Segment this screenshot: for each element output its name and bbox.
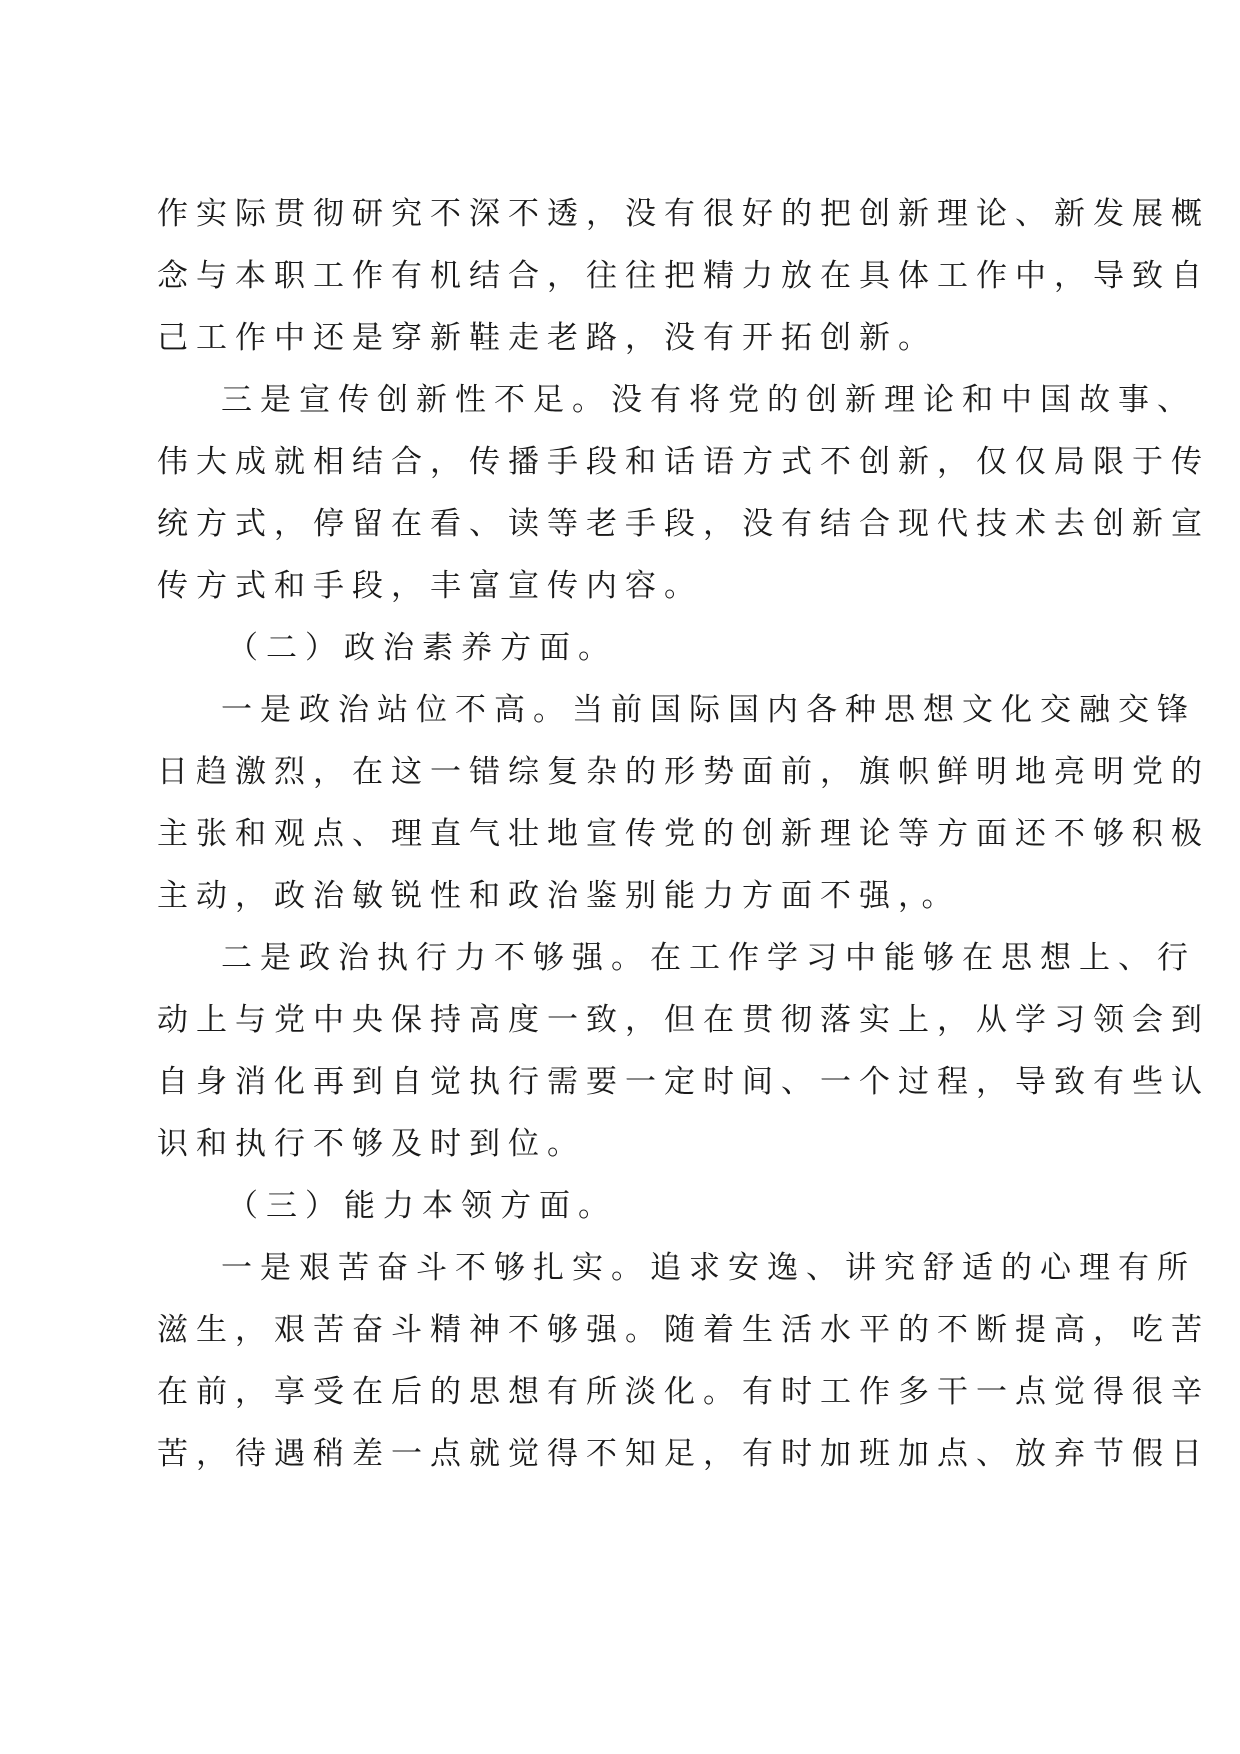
- paragraph-line: 念与本职工作有机结合，往往把精力放在具体工作中，导致自: [157, 258, 1210, 294]
- document-body: [157, 183, 1210, 1485]
- paragraph-line: 日趋激烈，在这一错综复杂的形势面前，旗帜鲜明地亮明党的: [157, 754, 1210, 790]
- paragraph-line: 苦，待遇稍差一点就觉得不知足，有时加班加点、放弃节假日: [157, 1436, 1210, 1472]
- paragraph-first-line: 三是宣传创新性不足。没有将党的创新理论和中国故事、: [221, 382, 1196, 418]
- paragraph-line: 主张和观点、理直气壮地宣传党的创新理论等方面还不够积极: [157, 816, 1210, 852]
- paragraph-line: 传方式和手段，丰富宣传内容。: [157, 568, 703, 604]
- paragraph-line: 己工作中还是穿新鞋走老路，没有开拓创新。: [157, 320, 937, 356]
- paragraph-line: 伟大成就相结合，传播手段和话语方式不创新，仅仅局限于传: [157, 444, 1210, 480]
- section-heading: （三）能力本领方面。: [227, 1188, 617, 1224]
- paragraph-line: 在前，享受在后的思想有所淡化。有时工作多干一点觉得很辛: [157, 1374, 1210, 1410]
- paragraph-first-line: 二是政治执行力不够强。在工作学习中能够在思想上、行: [221, 940, 1196, 976]
- paragraph-line: 识和执行不够及时到位。: [157, 1126, 586, 1162]
- paragraph-line: 动上与党中央保持高度一致，但在贯彻落实上，从学习领会到: [157, 1002, 1210, 1038]
- paragraph-first-line: 一是政治站位不高。当前国际国内各种思想文化交融交锋: [221, 692, 1196, 728]
- paragraph-line: 滋生，艰苦奋斗精神不够强。随着生活水平的不断提高，吃苦: [157, 1312, 1210, 1348]
- paragraph-first-line: 一是艰苦奋斗不够扎实。追求安逸、讲究舒适的心理有所: [221, 1250, 1196, 1286]
- paragraph-line: 自身消化再到自觉执行需要一定时间、一个过程，导致有些认: [157, 1064, 1210, 1100]
- section-heading: （二）政治素养方面。: [227, 630, 617, 666]
- paragraph-line: 作实际贯彻研究不深不透，没有很好的把创新理论、新发展概: [157, 196, 1210, 232]
- paragraph-line: 统方式，停留在看、读等老手段，没有结合现代技术去创新宣: [157, 506, 1210, 542]
- paragraph-line: 主动，政治敏锐性和政治鉴别能力方面不强，。: [157, 878, 961, 914]
